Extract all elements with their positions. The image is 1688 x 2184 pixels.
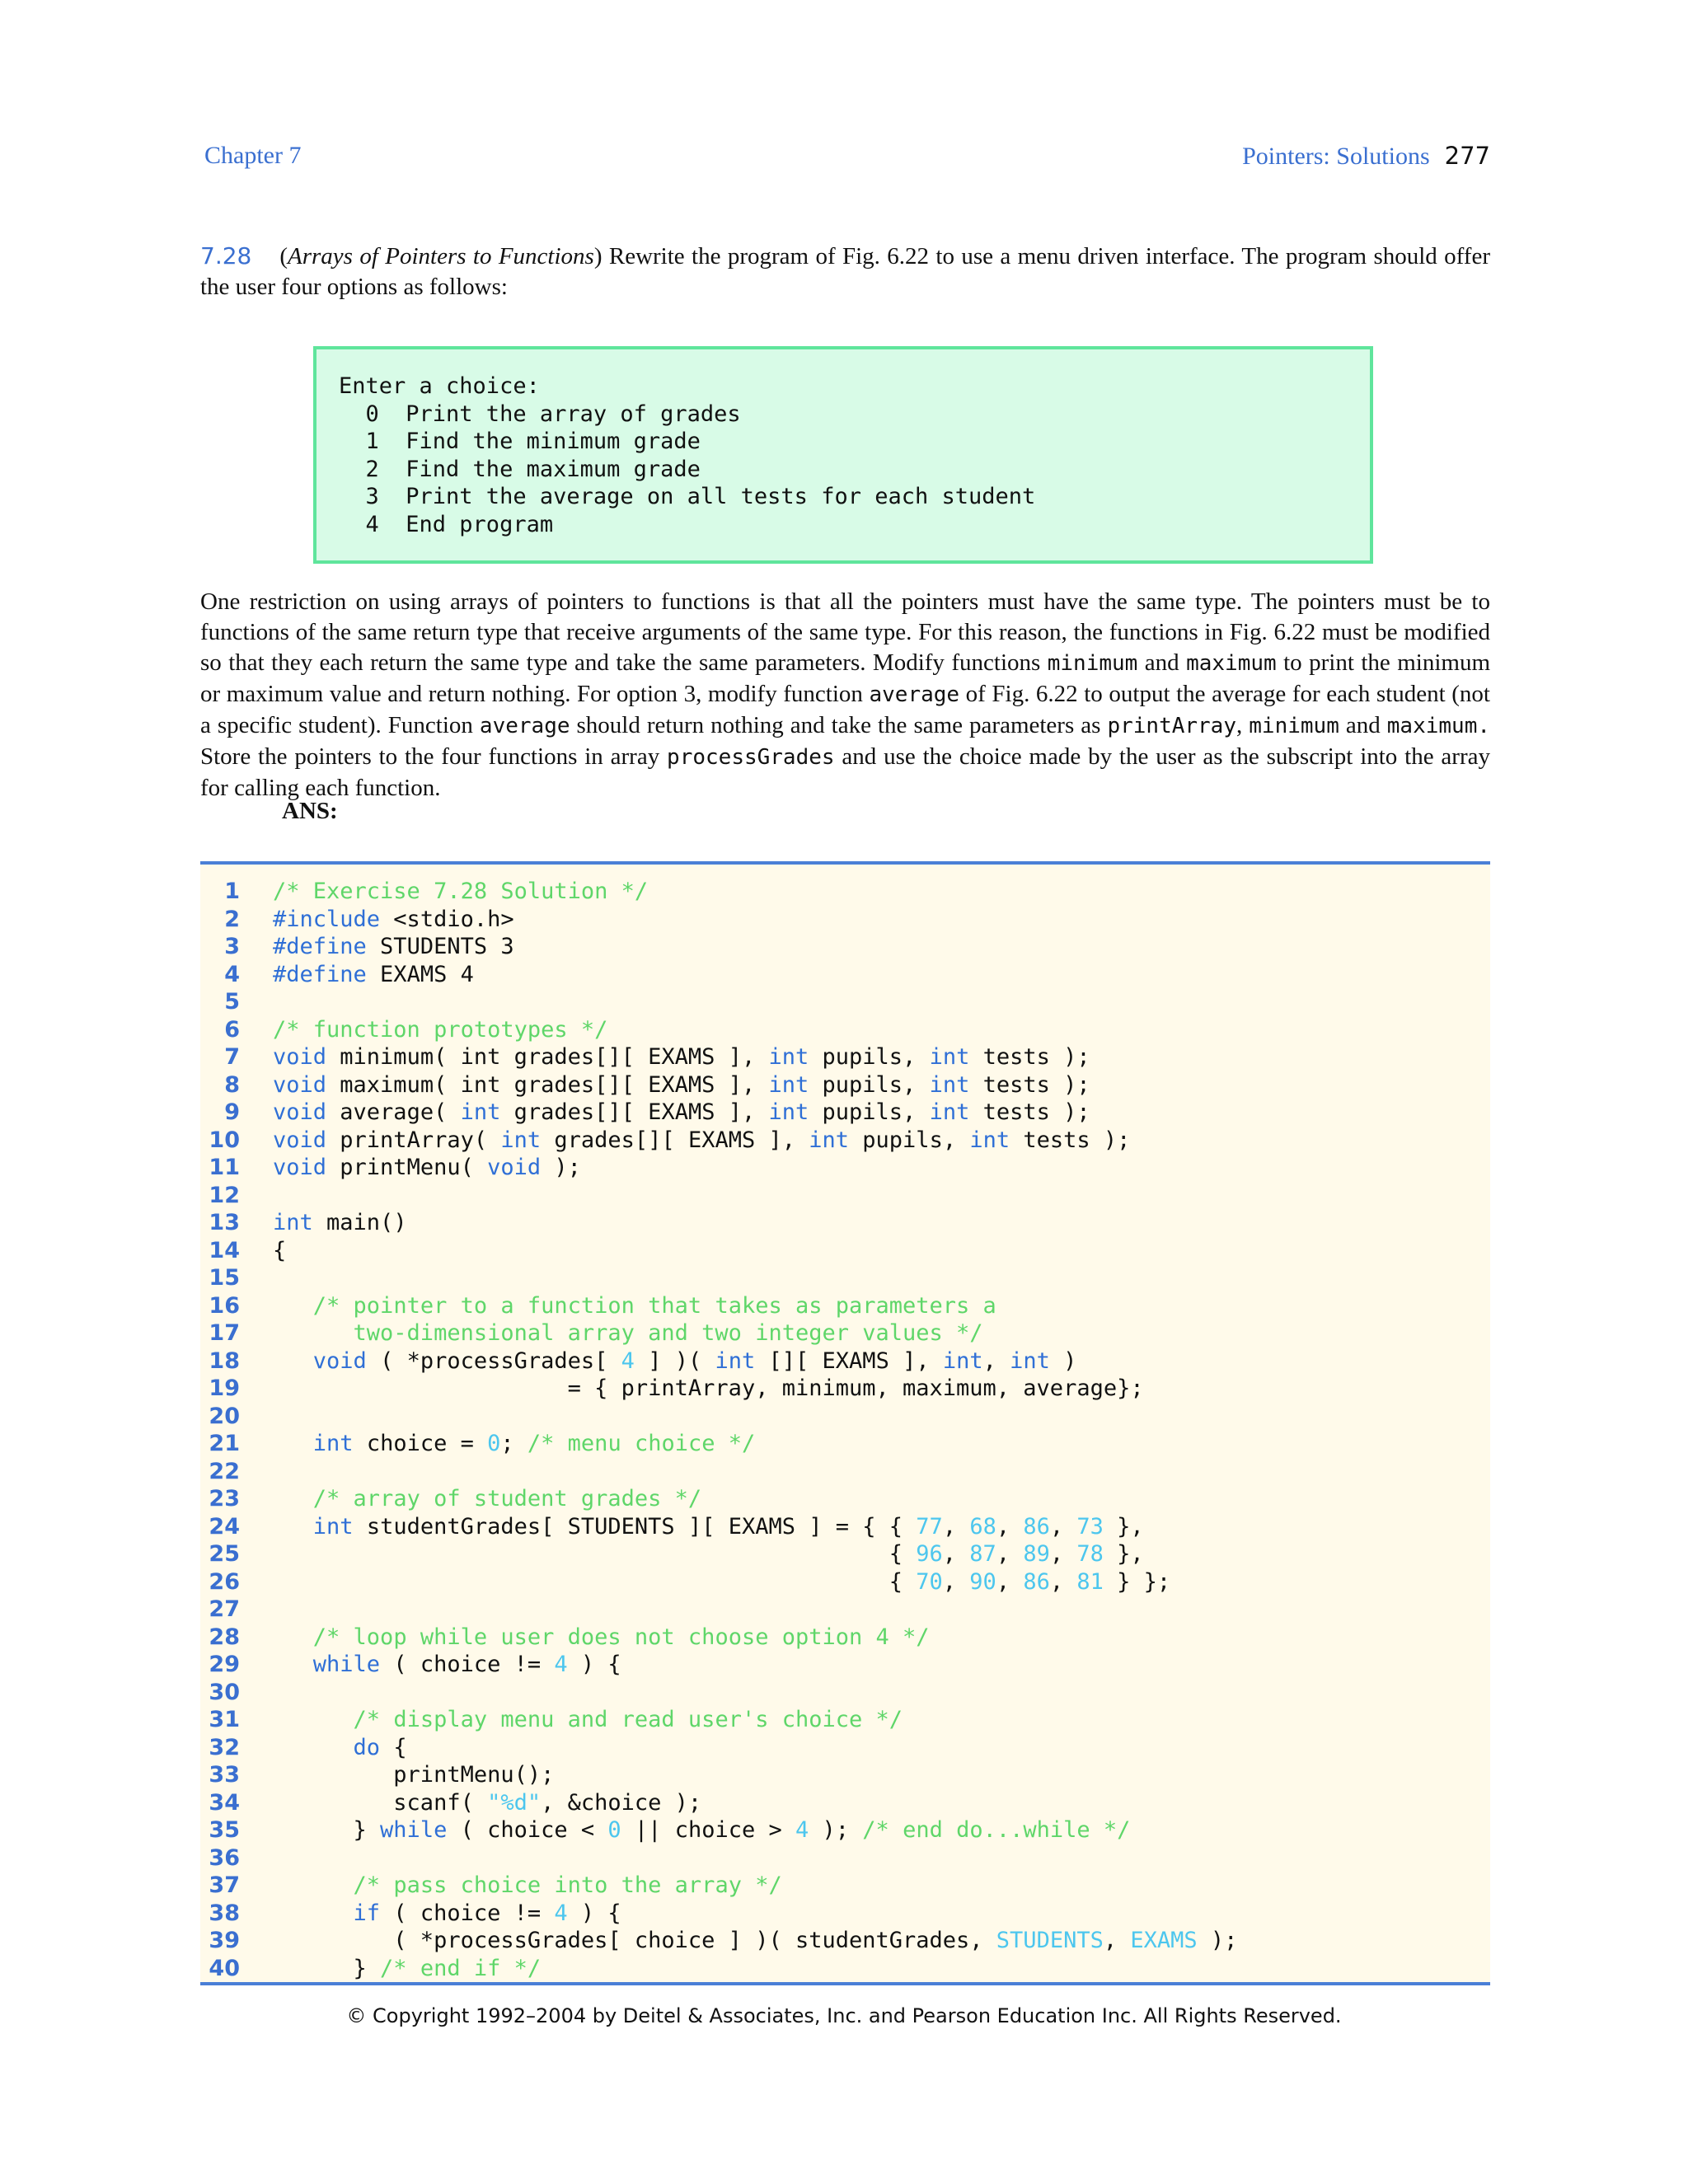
code-line <box>200 1237 1490 1265</box>
code-token: 4 <box>554 1652 568 1677</box>
code-token: do <box>353 1734 381 1760</box>
code-token: EXAMS 4 <box>366 961 474 987</box>
code-token: 86 <box>1023 1513 1050 1540</box>
code-text <box>273 961 474 989</box>
line-number: 20 <box>209 1403 240 1429</box>
code-line <box>200 1430 1490 1458</box>
code-token: 89 <box>1023 1541 1050 1567</box>
code-token: int <box>273 1210 313 1235</box>
code-token: two-dimensional array and two integer values */ <box>273 1320 983 1346</box>
answer-label: ANS: <box>282 798 338 824</box>
line-number: 13 <box>209 1210 240 1235</box>
code-term: maximum <box>1186 651 1277 676</box>
code-token: int <box>500 1127 542 1153</box>
code-token: ( choice != <box>380 1900 555 1926</box>
code-token: int <box>929 1044 970 1070</box>
code-token: tests ); <box>1010 1127 1131 1153</box>
code-token: [][ EXAMS ], <box>755 1347 943 1374</box>
code-line <box>200 933 1490 961</box>
code-token: void <box>273 1099 327 1125</box>
code-token: 4 <box>621 1347 635 1374</box>
code-token: grades[][ EXAMS ], <box>500 1099 769 1125</box>
code-line <box>200 878 1490 906</box>
code-text <box>273 1292 996 1320</box>
line-number: 30 <box>209 1679 240 1705</box>
code-line <box>200 1734 1490 1762</box>
code-term: printArray <box>1107 714 1236 738</box>
line-number: 16 <box>209 1292 240 1319</box>
code-line <box>200 1651 1490 1679</box>
line-number: 32 <box>209 1734 240 1760</box>
menu-output-box <box>313 346 1373 564</box>
exercise-intro: Rewrite the program of Fig. 6.22 to use a menu driven interface. The program should offer the user four options as follows: <box>200 243 1490 300</box>
code-token: }, <box>1103 1541 1144 1567</box>
line-number: 40 <box>209 1955 240 1981</box>
code-token: /* end do...while */ <box>862 1817 1131 1843</box>
code-token: ) { <box>567 1900 621 1926</box>
code-token: grades[][ EXAMS ], <box>541 1127 809 1153</box>
code-term: average <box>479 714 570 738</box>
code-token: STUDENTS <box>996 1928 1104 1953</box>
code-token: scanf( <box>273 1789 488 1816</box>
code-token: , <box>1049 1568 1077 1595</box>
code-line <box>200 1844 1490 1872</box>
code-token: ) { <box>567 1652 621 1677</box>
line-number: 38 <box>209 1900 240 1926</box>
line-number: 31 <box>209 1707 240 1732</box>
code-line <box>200 1568 1490 1596</box>
code-text <box>273 1127 1130 1155</box>
code-token: while <box>380 1817 448 1843</box>
code-token: #include <box>273 906 381 932</box>
code-term: minimum <box>1249 714 1339 738</box>
code-token: , <box>1049 1513 1077 1540</box>
line-number: 33 <box>209 1762 240 1788</box>
code-line <box>200 1016 1490 1044</box>
code-token: }, <box>1103 1513 1144 1540</box>
code-text <box>273 1900 621 1928</box>
exercise-statement: 7.28 (Arrays of Pointers to Functions) Rewrite the program of Fig. 6.22 to use a menu driven interface. The program should offer the user four options as follows: <box>200 242 1490 300</box>
line-number: 37 <box>209 1872 240 1898</box>
line-number: 19 <box>209 1376 240 1401</box>
code-token <box>273 1652 313 1677</box>
line-number: 11 <box>209 1155 240 1180</box>
code-line <box>200 1872 1490 1900</box>
code-term: processGrades <box>667 745 835 770</box>
code-text <box>273 1209 407 1237</box>
code-token: printArray( <box>326 1127 501 1153</box>
code-token: printMenu( <box>326 1155 488 1180</box>
code-line <box>200 1706 1490 1734</box>
chapter-label: Chapter 7 <box>204 142 302 169</box>
line-number: 17 <box>209 1320 240 1346</box>
code-token: { <box>380 1734 407 1760</box>
code-token: /* function prototypes */ <box>273 1016 608 1043</box>
code-token: 87 <box>969 1541 996 1567</box>
code-token: /* end if */ <box>380 1955 542 1981</box>
line-number: 3 <box>224 934 240 959</box>
code-term: average <box>869 682 960 707</box>
code-token: ( choice != <box>380 1652 555 1677</box>
code-line <box>200 1403 1490 1431</box>
code-token: minimum( int grades[][ EXAMS ], <box>326 1044 769 1070</box>
code-token: , <box>996 1541 1024 1567</box>
line-number: 10 <box>209 1127 240 1153</box>
menu-line: 0 Print the array of grades <box>339 401 741 427</box>
line-number: 28 <box>209 1624 240 1650</box>
code-text <box>273 1071 1090 1099</box>
code-text <box>273 1375 1144 1403</box>
code-text <box>273 1624 930 1652</box>
code-text <box>273 1651 621 1679</box>
code-token: /* display menu and read user's choice */ <box>353 1707 903 1732</box>
code-line <box>200 1375 1490 1403</box>
code-text <box>273 1485 701 1513</box>
code-token: pupils, <box>809 1044 930 1070</box>
page-number: 277 <box>1444 142 1490 170</box>
line-number: 6 <box>224 1016 240 1043</box>
code-token <box>273 1514 313 1540</box>
code-line <box>200 1955 1490 1983</box>
code-token: /* Exercise 7.28 Solution */ <box>273 879 649 904</box>
code-token: 78 <box>1076 1541 1104 1567</box>
code-token: pupils, <box>849 1127 970 1153</box>
description-paragraph <box>200 587 1490 804</box>
code-token: pupils, <box>809 1071 930 1098</box>
code-token: } <box>273 1817 381 1843</box>
code-token: studentGrades[ STUDENTS ][ EXAMS ] = { { <box>353 1513 917 1540</box>
line-number: 36 <box>209 1844 240 1871</box>
code-token: = { printArray, minimum, maximum, average}; <box>273 1376 1144 1401</box>
code-token: , <box>982 1347 1010 1374</box>
code-text <box>273 1043 1090 1071</box>
code-token: "%d" <box>487 1789 542 1816</box>
code-token: /* menu choice */ <box>527 1431 756 1456</box>
code-token: int <box>929 1099 970 1125</box>
code-text <box>273 1540 1144 1568</box>
code-token: , &choice ); <box>541 1789 702 1816</box>
code-token: 0 <box>607 1817 621 1843</box>
code-line <box>200 1209 1490 1237</box>
code-token <box>273 1872 354 1898</box>
line-number: 39 <box>209 1928 240 1953</box>
code-token: , <box>1049 1541 1077 1567</box>
code-token: main() <box>312 1210 407 1235</box>
code-token: int <box>312 1431 354 1456</box>
code-text <box>273 1816 1130 1844</box>
code-token: ( *processGrades[ <box>366 1347 621 1374</box>
code-text <box>273 1347 1076 1376</box>
line-number: 27 <box>209 1596 240 1622</box>
code-line <box>200 1679 1490 1707</box>
code-token: 96 <box>916 1541 943 1567</box>
code-line <box>200 1485 1490 1513</box>
code-token: int <box>768 1071 809 1098</box>
code-line <box>200 1099 1490 1127</box>
code-text <box>273 1016 607 1044</box>
line-number: 9 <box>224 1099 240 1125</box>
line-number: 21 <box>209 1431 240 1456</box>
code-token: , <box>996 1513 1024 1540</box>
code-token: 68 <box>969 1513 996 1540</box>
code-line <box>200 1927 1490 1955</box>
code-term: minimum <box>1047 651 1138 676</box>
code-token: { <box>273 1568 917 1595</box>
code-token: || choice > <box>621 1817 795 1843</box>
code-token: int <box>929 1071 970 1098</box>
code-token: int <box>715 1347 756 1374</box>
code-token: #define <box>273 961 367 987</box>
code-token: choice = <box>353 1431 488 1456</box>
code-line <box>200 1761 1490 1789</box>
code-line <box>200 1816 1490 1844</box>
code-text <box>273 1761 554 1789</box>
code-token: /* pointer to a function that takes as parameters a <box>312 1292 996 1319</box>
running-head <box>204 142 1490 175</box>
code-line <box>200 961 1490 989</box>
code-line <box>200 1900 1490 1928</box>
code-token: int <box>768 1099 809 1125</box>
section-label: Pointers: Solutions <box>1242 143 1430 170</box>
code-token: int <box>312 1513 354 1540</box>
code-line <box>200 1154 1490 1182</box>
menu-line: 3 Print the average on all tests for each student <box>339 484 1036 510</box>
code-token: void <box>273 1071 327 1098</box>
para-text: of Fig. 6.22 to output the average for each student (not a specific student). Function <box>200 681 1490 738</box>
code-line <box>200 1789 1490 1817</box>
line-number: 26 <box>209 1568 240 1595</box>
para-text: , <box>1236 712 1250 738</box>
exercise-title: Arrays of Pointers to Functions <box>288 243 594 269</box>
code-text <box>273 1568 1170 1596</box>
code-text <box>273 1789 701 1817</box>
code-token: } <box>273 1955 381 1981</box>
code-line <box>200 1540 1490 1568</box>
code-token <box>273 1707 354 1732</box>
para-text: and <box>1339 712 1387 738</box>
code-token: int <box>768 1044 809 1070</box>
code-token: ( choice < <box>447 1817 608 1843</box>
code-token <box>273 1348 313 1374</box>
line-number: 5 <box>224 989 240 1015</box>
code-token: } }; <box>1103 1568 1171 1595</box>
code-token: #define <box>273 934 367 959</box>
code-line <box>200 1596 1490 1624</box>
line-number: 25 <box>209 1541 240 1567</box>
code-line <box>200 1458 1490 1486</box>
line-number: 22 <box>209 1458 240 1484</box>
para-text: and use the choice made by the user as the subscript into the array for calling each function. <box>200 743 1490 801</box>
code-line <box>200 1319 1490 1347</box>
exercise-number: 7.28 <box>200 242 252 269</box>
code-token <box>273 1486 313 1511</box>
code-token: , <box>942 1541 970 1567</box>
line-number: 35 <box>209 1817 240 1843</box>
code-token: , <box>942 1568 970 1595</box>
code-line <box>200 1292 1490 1320</box>
code-token: int <box>942 1347 983 1374</box>
code-line <box>200 1513 1490 1541</box>
code-line <box>200 988 1490 1016</box>
code-token: ( *processGrades[ choice ] )( studentGrades, <box>273 1928 996 1953</box>
para-text: should return nothing and take the same parameters as <box>570 712 1108 738</box>
line-number: 4 <box>224 961 240 987</box>
code-token: ); <box>1197 1928 1238 1953</box>
line-number: 8 <box>224 1071 240 1098</box>
code-text <box>273 1734 407 1762</box>
code-token: void <box>273 1155 327 1180</box>
code-term: maximum. <box>1386 714 1491 738</box>
para-text: to print the minimum or maximum value and return nothing. For option 3, modify function <box>200 649 1490 707</box>
code-token: /* pass choice into the array */ <box>353 1872 782 1898</box>
line-number: 34 <box>209 1789 240 1816</box>
code-token: 4 <box>554 1900 568 1926</box>
line-number: 15 <box>209 1265 240 1291</box>
code-token <box>273 1624 313 1650</box>
code-line <box>200 1624 1490 1652</box>
code-token: { <box>273 1541 917 1567</box>
code-token: int <box>969 1127 1010 1153</box>
code-text <box>273 1154 581 1182</box>
code-token: tests ); <box>969 1099 1090 1125</box>
code-line <box>200 1043 1490 1071</box>
line-number: 1 <box>224 879 240 904</box>
code-text <box>273 1099 1090 1127</box>
code-text <box>273 1319 983 1347</box>
code-token <box>273 1431 313 1456</box>
code-token: { <box>273 1237 287 1263</box>
code-text <box>273 1955 541 1983</box>
code-token: tests ); <box>969 1071 1090 1098</box>
code-token: EXAMS <box>1130 1928 1198 1953</box>
line-number: 7 <box>224 1044 240 1070</box>
menu-line: 1 Find the minimum grade <box>339 429 701 455</box>
code-token <box>273 1735 354 1760</box>
code-token: int <box>1010 1347 1050 1374</box>
code-text <box>273 1872 782 1900</box>
code-text <box>273 1430 755 1458</box>
code-line <box>200 1264 1490 1292</box>
code-token: ); <box>541 1155 581 1180</box>
line-number: 12 <box>209 1182 240 1208</box>
code-token: maximum( int grades[][ EXAMS ], <box>326 1071 769 1098</box>
code-token: STUDENTS 3 <box>366 934 514 959</box>
code-line <box>200 1182 1490 1210</box>
code-token: ) <box>1049 1347 1077 1374</box>
code-token: void <box>273 1044 327 1070</box>
menu-line: 4 End program <box>339 511 554 537</box>
code-token: 0 <box>487 1431 501 1456</box>
code-token: int <box>460 1099 501 1125</box>
code-token: , <box>1103 1928 1131 1953</box>
code-token: if <box>353 1900 381 1926</box>
section-title <box>1242 142 1490 171</box>
para-text: and <box>1137 649 1187 676</box>
code-token: void <box>487 1155 542 1180</box>
menu-line: 2 Find the maximum grade <box>339 456 701 482</box>
line-number: 29 <box>209 1652 240 1677</box>
code-token: 77 <box>916 1513 943 1540</box>
code-line <box>200 1347 1490 1376</box>
code-token: 73 <box>1076 1513 1104 1540</box>
code-token: 86 <box>1023 1568 1050 1595</box>
code-token: tests ); <box>969 1044 1090 1070</box>
code-listing <box>200 861 1490 1985</box>
code-token: /* loop while user does not choose option 4 */ <box>312 1624 930 1650</box>
para-text: One restriction on using arrays of pointers to functions is that all the pointers must have the same type. The pointers must be to functions of the same return type that receive arguments of the same type. For this reason, the functions in Fig. 6.22 must be modified so that they each return the same type and take the same parameters. Modify functions <box>200 588 1490 676</box>
para-text: Store the pointers to the four functions in array <box>200 743 668 770</box>
code-text <box>273 1513 1144 1541</box>
code-token: ); <box>809 1817 863 1843</box>
menu-lines <box>339 373 1035 539</box>
code-token: while <box>312 1652 381 1677</box>
code-line <box>200 906 1490 934</box>
menu-line: Enter a choice: <box>339 373 540 399</box>
code-token <box>273 1293 313 1319</box>
code-text <box>273 906 514 934</box>
code-token: printMenu(); <box>273 1762 555 1788</box>
code-token <box>273 1900 354 1926</box>
code-text <box>273 1927 1237 1955</box>
code-text <box>273 1706 903 1734</box>
code-token: 70 <box>916 1568 943 1595</box>
code-token: ; <box>500 1431 528 1456</box>
line-number: 2 <box>224 906 240 932</box>
code-line <box>200 1127 1490 1155</box>
code-token: 90 <box>969 1568 996 1595</box>
code-token: int <box>809 1127 850 1153</box>
code-token: /* array of student grades */ <box>312 1486 702 1511</box>
code-line <box>200 1071 1490 1099</box>
line-number: 14 <box>209 1237 240 1263</box>
code-lines <box>200 878 1490 1982</box>
code-token: 81 <box>1076 1568 1104 1595</box>
code-text <box>273 878 648 906</box>
code-token: average( <box>326 1099 461 1125</box>
code-token: void <box>312 1347 367 1374</box>
code-token: , <box>996 1568 1024 1595</box>
code-token: pupils, <box>809 1099 930 1125</box>
line-number: 23 <box>209 1486 240 1511</box>
code-text <box>273 1237 286 1265</box>
line-number: 24 <box>209 1513 240 1540</box>
code-token: , <box>942 1513 970 1540</box>
line-number: 18 <box>209 1347 240 1374</box>
copyright-footer: © Copyright 1992–2004 by Deitel & Associates, Inc. and Pearson Education Inc. All Rights Reserved. <box>346 2004 1342 2027</box>
code-token: 4 <box>795 1817 809 1843</box>
code-text <box>273 933 514 961</box>
code-token: ] )( <box>634 1347 715 1374</box>
code-token: void <box>273 1127 327 1153</box>
code-token: <stdio.h> <box>380 906 514 932</box>
